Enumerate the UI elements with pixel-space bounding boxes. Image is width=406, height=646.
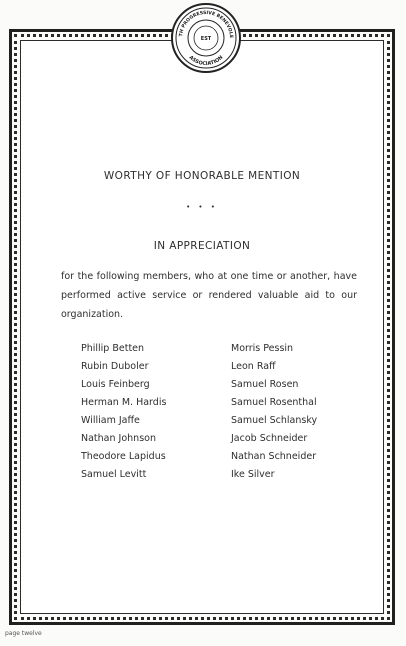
- list-item: Samuel Rosen: [231, 379, 299, 390]
- list-item: Samuel Levitt: [81, 469, 147, 480]
- list-item: Morris Pessin: [231, 343, 294, 354]
- association-seal-icon: [170, 2, 242, 74]
- members-list-right: [231, 340, 317, 484]
- section-subtitle: IN APPRECIATION: [153, 240, 251, 252]
- page-title: WORTHY OF HONORABLE MENTION: [103, 170, 301, 182]
- page-number: page twelve: [5, 630, 42, 637]
- list-item: Jacob Schneider: [231, 433, 308, 444]
- intro-paragraph: for the following members, who at one time or another, have performed active service or rendered valuable aid to our organization.: [61, 271, 357, 320]
- list-item: Leon Raff: [231, 361, 276, 372]
- list-item: Theodore Lapidus: [81, 451, 166, 462]
- list-item: Phillip Betten: [81, 343, 145, 354]
- list-item: Louis Feinberg: [81, 379, 150, 390]
- list-item: William Jaffe: [81, 415, 140, 426]
- members-list-left: [81, 340, 166, 484]
- list-item: Herman M. Hardis: [81, 397, 167, 408]
- list-item: Ike Silver: [231, 469, 275, 480]
- seal-ring-text: TH PROGRESSIVE BENEVOLE: [179, 10, 234, 39]
- list-item: Samuel Rosenthal: [231, 397, 317, 408]
- list-item: Nathan Johnson: [81, 433, 156, 444]
- ornament-divider: • • •: [186, 203, 218, 211]
- list-item: Nathan Schneider: [231, 451, 317, 462]
- seal-center-text: EST: [200, 36, 212, 42]
- seal-inner-text: ASSOCIATION: [187, 54, 225, 68]
- inner-border: [20, 40, 384, 614]
- list-item: Samuel Schlansky: [231, 415, 318, 426]
- list-item: Rubin Duboler: [81, 361, 149, 372]
